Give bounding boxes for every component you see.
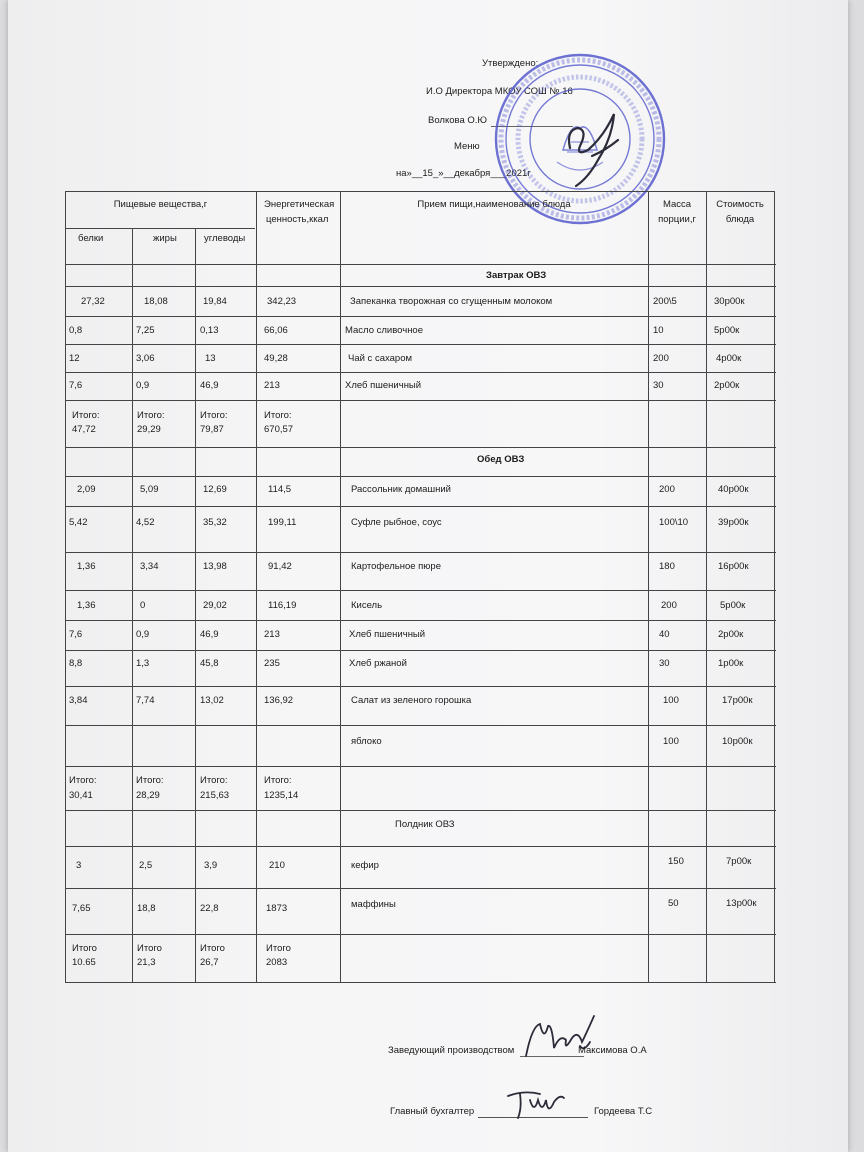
total-energy: 2083 bbox=[266, 957, 288, 968]
cell-mass: 30 bbox=[659, 658, 670, 669]
production-manager-label: Заведующий производством bbox=[388, 1045, 515, 1056]
total-fats: 29,29 bbox=[137, 424, 161, 435]
cell-carbs: 13,98 bbox=[203, 561, 227, 572]
cell-carbs: 46,9 bbox=[200, 380, 219, 391]
cell-mass: 180 bbox=[659, 561, 675, 572]
cell-proteins: 2,09 bbox=[77, 484, 96, 495]
cell-energy: 114,5 bbox=[268, 484, 292, 495]
cell-cost: 2р00к bbox=[718, 629, 744, 640]
cell-mass: 100 bbox=[663, 695, 679, 706]
cell-fats: 18,08 bbox=[144, 296, 168, 307]
cell-mass: 40 bbox=[659, 629, 670, 640]
cell-carbs: 45,8 bbox=[200, 658, 219, 669]
cell-energy: 66,06 bbox=[264, 325, 288, 336]
cell-carbs: 46,9 bbox=[200, 629, 219, 640]
cell-carbs: 12,69 bbox=[203, 484, 227, 495]
cell-proteins: 7,6 bbox=[69, 629, 83, 640]
cell-dish: кефир bbox=[351, 860, 379, 871]
cell-dish: яблоко bbox=[351, 736, 382, 747]
cell-cost: 30р00к bbox=[714, 296, 745, 307]
cell-fats: 1,3 bbox=[136, 658, 150, 669]
cell-fats: 4,52 bbox=[136, 517, 155, 528]
total-carbs: 79,87 bbox=[200, 424, 224, 435]
header-proteins: белки bbox=[78, 233, 104, 244]
cell-carbs: 35,32 bbox=[203, 517, 227, 528]
document-sheet bbox=[8, 0, 848, 1152]
cell-mass: 200 bbox=[659, 484, 675, 495]
cell-dish: Картофельное пюре bbox=[351, 561, 441, 572]
menu-date: на»__15_»__декабря___2021г bbox=[396, 168, 531, 179]
total-fats: 21,3 bbox=[137, 957, 156, 968]
cell-fats: 0 bbox=[140, 600, 146, 611]
total-label: Итого bbox=[72, 943, 97, 954]
cell-proteins: 3,84 bbox=[69, 695, 88, 706]
cell-cost: 17р00к bbox=[722, 695, 753, 706]
total-label: Итого bbox=[266, 943, 291, 954]
total-label: Итого bbox=[137, 943, 162, 954]
cell-energy: 136,92 bbox=[264, 695, 294, 706]
cell-mass: 30 bbox=[653, 380, 664, 391]
accountant-signature-icon bbox=[504, 1086, 568, 1122]
chief-accountant-name: Гордеева Т.С bbox=[594, 1106, 653, 1117]
cell-fats: 18,8 bbox=[137, 903, 156, 914]
cell-carbs: 22,8 bbox=[200, 903, 219, 914]
cell-mass: 100\10 bbox=[659, 517, 689, 528]
total-label: Итого: bbox=[69, 775, 97, 786]
cell-proteins: 3 bbox=[76, 860, 82, 871]
cell-dish: Кисель bbox=[351, 600, 383, 611]
total-proteins: 47,72 bbox=[72, 424, 96, 435]
cell-fats: 0,9 bbox=[136, 629, 150, 640]
cell-cost: 16р00к bbox=[718, 561, 749, 572]
cell-cost: 2р00к bbox=[714, 380, 740, 391]
cell-mass: 200 bbox=[661, 600, 677, 611]
cell-mass: 150 bbox=[668, 856, 684, 867]
total-label: Итого: bbox=[200, 775, 228, 786]
cell-cost: 5р00к bbox=[720, 600, 746, 611]
cell-fats: 7,25 bbox=[136, 325, 155, 336]
cell-energy: 49,28 bbox=[264, 353, 288, 364]
header-mass-line1: Масса bbox=[662, 199, 692, 210]
cell-cost: 13р00к bbox=[726, 898, 757, 909]
total-label: Итого: bbox=[264, 775, 292, 786]
total-carbs: 215,63 bbox=[200, 790, 230, 801]
cell-fats: 5,09 bbox=[140, 484, 159, 495]
cell-mass: 50 bbox=[668, 898, 679, 909]
cell-dish: Суфле рыбное, соус bbox=[351, 517, 442, 528]
header-nutrients: Пищевые вещества,г bbox=[113, 199, 208, 210]
cell-energy: 116,19 bbox=[268, 600, 297, 611]
total-energy: 670,57 bbox=[264, 424, 294, 435]
total-label: Итого: bbox=[200, 410, 228, 421]
director-signature-icon bbox=[548, 100, 638, 192]
cell-mass: 10 bbox=[653, 325, 664, 336]
cell-fats: 7,74 bbox=[136, 695, 155, 706]
section-snack: Полдник ОВЗ bbox=[395, 819, 455, 830]
production-manager-name: Максимова О.А bbox=[578, 1045, 647, 1056]
total-energy: 1235,14 bbox=[264, 790, 299, 801]
cell-proteins: 1,36 bbox=[77, 600, 96, 611]
section-breakfast: Завтрак ОВЗ bbox=[486, 270, 547, 281]
cell-energy: 1873 bbox=[266, 903, 288, 914]
header-cost-line1: Стоимость bbox=[716, 199, 764, 210]
cell-mass: 200 bbox=[653, 353, 669, 364]
header-cost-line2: блюда bbox=[725, 214, 755, 225]
menu-title: Меню bbox=[454, 141, 480, 152]
cell-proteins: 1,36 bbox=[77, 561, 96, 572]
cell-fats: 3,06 bbox=[136, 353, 155, 364]
cell-fats: 3,34 bbox=[140, 561, 159, 572]
cell-dish: маффины bbox=[351, 899, 396, 910]
total-label: Итого: bbox=[264, 410, 292, 421]
cell-proteins: 12 bbox=[69, 353, 80, 364]
total-label: Итого: bbox=[136, 775, 164, 786]
cell-cost: 4р00к bbox=[716, 353, 742, 364]
cell-mass: 200\5 bbox=[653, 296, 677, 307]
cell-cost: 39р00к bbox=[718, 517, 749, 528]
total-proteins: 30,41 bbox=[69, 790, 93, 801]
cell-mass: 100 bbox=[663, 736, 679, 747]
cell-dish: Хлеб пшеничный bbox=[349, 629, 426, 640]
total-label: Итого: bbox=[137, 410, 165, 421]
cell-cost: 7р00к bbox=[726, 856, 752, 867]
cell-fats: 2,5 bbox=[139, 860, 153, 871]
header-meal: Прием пищи,наименование блюда bbox=[417, 199, 571, 210]
cell-dish: Запеканка творожная со сгущенным молоком bbox=[350, 296, 553, 307]
cell-dish: Хлеб ржаной bbox=[349, 658, 407, 669]
header-carbs: углеводы bbox=[204, 233, 246, 244]
cell-cost: 40р00к bbox=[718, 484, 749, 495]
cell-carbs: 13,02 bbox=[200, 695, 224, 706]
cell-cost: 10р00к bbox=[722, 736, 753, 747]
approval-director: И.О Директора МКОУ СОШ № 16 bbox=[426, 86, 573, 97]
cell-energy: 91,42 bbox=[268, 561, 292, 572]
cell-carbs: 29,02 bbox=[203, 600, 227, 611]
cell-energy: 213 bbox=[264, 629, 280, 640]
header-energy-line1: Энергетическая bbox=[264, 199, 335, 210]
header-mass-line2: порции,г bbox=[658, 214, 696, 225]
cell-proteins: 7,6 bbox=[69, 380, 83, 391]
cell-energy: 199,11 bbox=[268, 517, 297, 528]
cell-dish: Масло сливочное bbox=[345, 325, 424, 336]
cell-energy: 342,23 bbox=[267, 296, 297, 307]
cell-energy: 210 bbox=[269, 860, 285, 871]
cell-dish: Салат из зеленого горошка bbox=[351, 695, 472, 706]
header-fats: жиры bbox=[153, 233, 177, 244]
cell-proteins: 7,65 bbox=[72, 903, 91, 914]
cell-energy: 213 bbox=[264, 380, 280, 391]
cell-cost: 5р00к bbox=[714, 325, 740, 336]
chief-accountant-label: Главный бухгалтер bbox=[390, 1106, 475, 1117]
total-label: Итого: bbox=[72, 410, 100, 421]
cell-proteins: 8,8 bbox=[69, 658, 83, 669]
cell-proteins: 5,42 bbox=[69, 517, 88, 528]
header-energy-line2: ценность,ккал bbox=[266, 214, 329, 225]
cell-carbs: 19,84 bbox=[203, 296, 227, 307]
cell-dish: Хлеб пшеничный bbox=[345, 380, 422, 391]
total-carbs: 26,7 bbox=[200, 957, 219, 968]
approval-label: Утверждено: bbox=[482, 58, 539, 69]
cell-carbs: 3,9 bbox=[204, 860, 218, 871]
cell-carbs: 0,13 bbox=[200, 325, 219, 336]
total-label: Итого bbox=[200, 943, 225, 954]
cell-carbs: 13 bbox=[205, 353, 216, 364]
cell-proteins: 0,8 bbox=[69, 325, 83, 336]
cell-cost: 1р00к bbox=[718, 658, 744, 669]
cell-energy: 235 bbox=[264, 658, 280, 669]
total-proteins: 10.65 bbox=[72, 957, 96, 968]
cell-dish: Рассольник домашний bbox=[351, 484, 451, 495]
cell-fats: 0,9 bbox=[136, 380, 150, 391]
section-lunch: Обед ОВЗ bbox=[477, 454, 525, 465]
cell-proteins: 27,32 bbox=[81, 296, 105, 307]
total-fats: 28,29 bbox=[136, 790, 160, 801]
cell-dish: Чай с сахаром bbox=[348, 353, 413, 364]
approval-name: Волкова О.Ю bbox=[428, 115, 487, 126]
